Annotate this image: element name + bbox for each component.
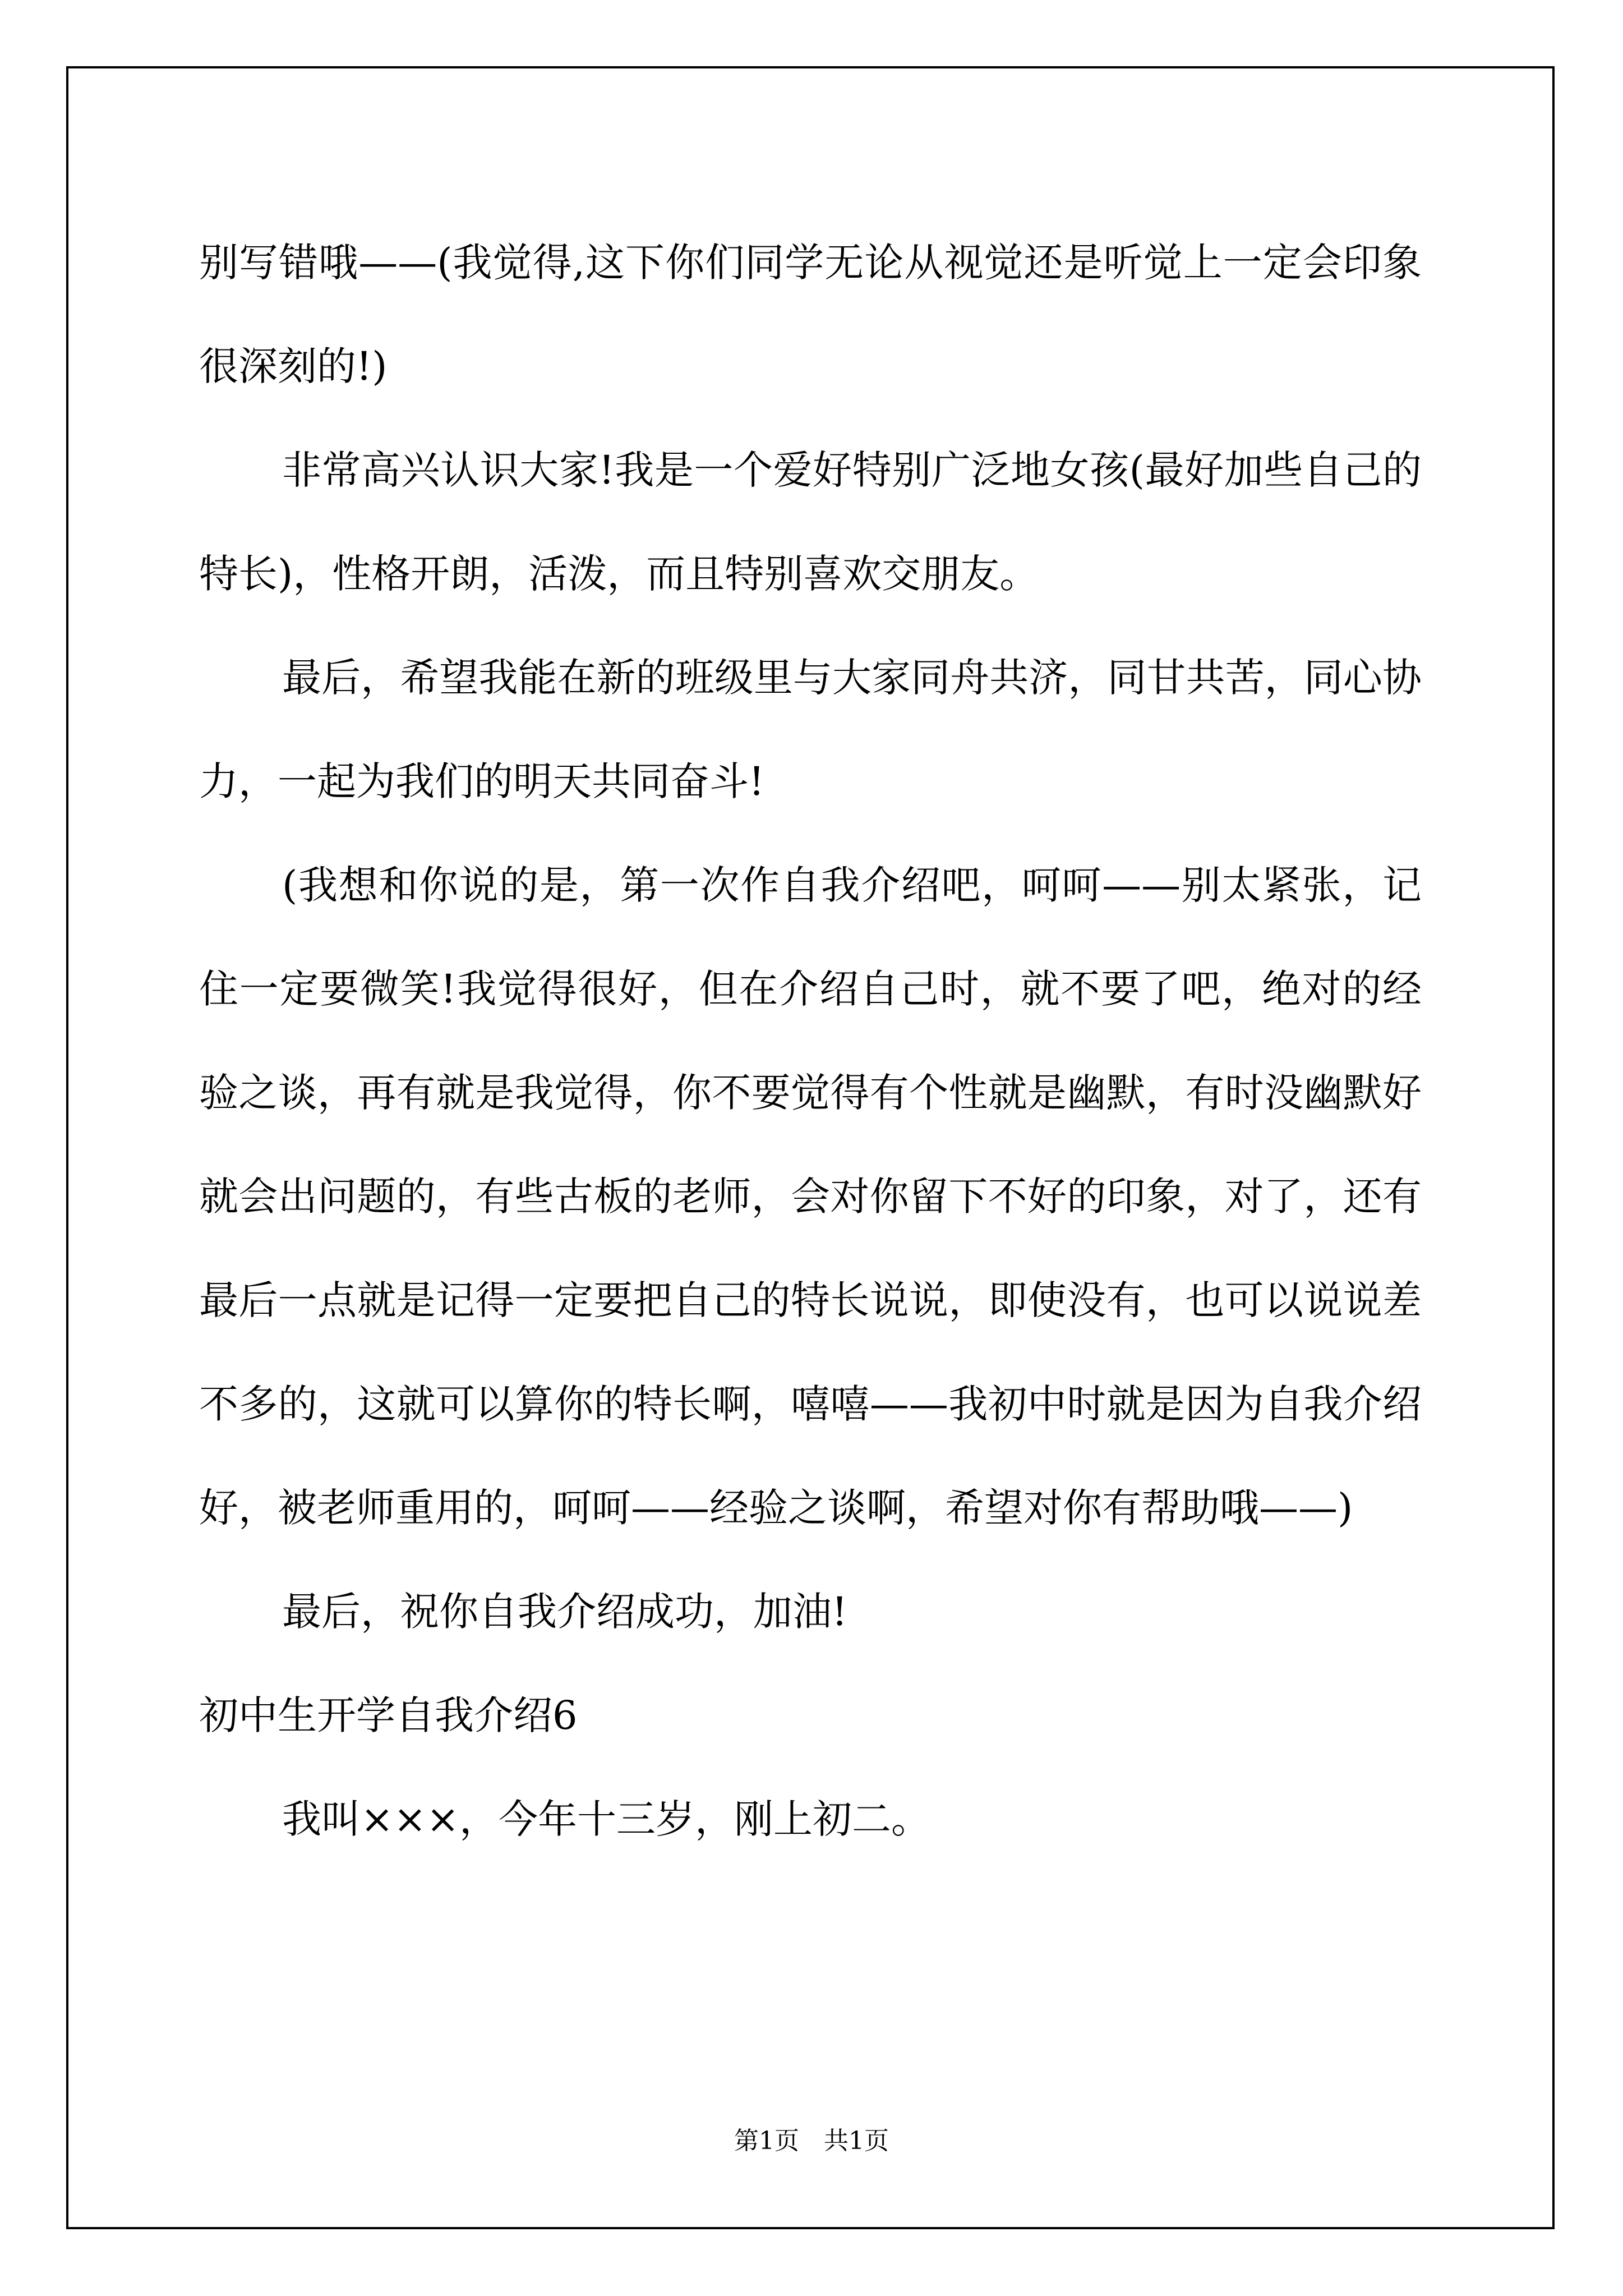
paragraph-5: 最后，祝你自我介绍成功，加油!: [282, 1589, 848, 1635]
paragraph-4: (我想和你说的是，第一次作自我介绍吧，呵呵——别太紧张，记住一定要微笑!我觉得很好，但在介绍自己时，就不要了吧，绝对的经验之谈，再有就是我觉得，你不要觉得有个性就是幽默，有时没幽默好就会出问题的，有些古板的老师，会对你留下不好的印象，对了，还有最后一点就是记得一定要把自己的特长说说，即使没有，也可以说说差不多的，这就可以算你的特长啊，嘻嘻——我初中时就是因为自我介绍好，被老师重用的，呵呵——经验之谈啊，希望对你有帮助哦——): [199, 862, 1422, 1531]
document-body: [199, 211, 1422, 1871]
paragraph-1: 别写错哦——(我觉得,这下你们同学无论从视觉还是听觉上一定会印象很深刻的!): [199, 240, 1422, 389]
section-heading: 初中生开学自我介绍6: [199, 1692, 578, 1738]
page-footer: 第1页 共1页: [734, 2127, 889, 2155]
paragraph-3: 最后，希望我能在新的班级里与大家同舟共济，同甘共苦，同心协力，一起为我们的明天共同奋斗!: [199, 655, 1422, 804]
paragraph-6: 我叫×××，今年十三岁，刚上初二。: [282, 1796, 930, 1842]
paragraph-2: 非常高兴认识大家!我是一个爱好特别广泛地女孩(最好加些自己的特长)，性格开朗，活泼，而且特别喜欢交朋友。: [199, 447, 1422, 597]
